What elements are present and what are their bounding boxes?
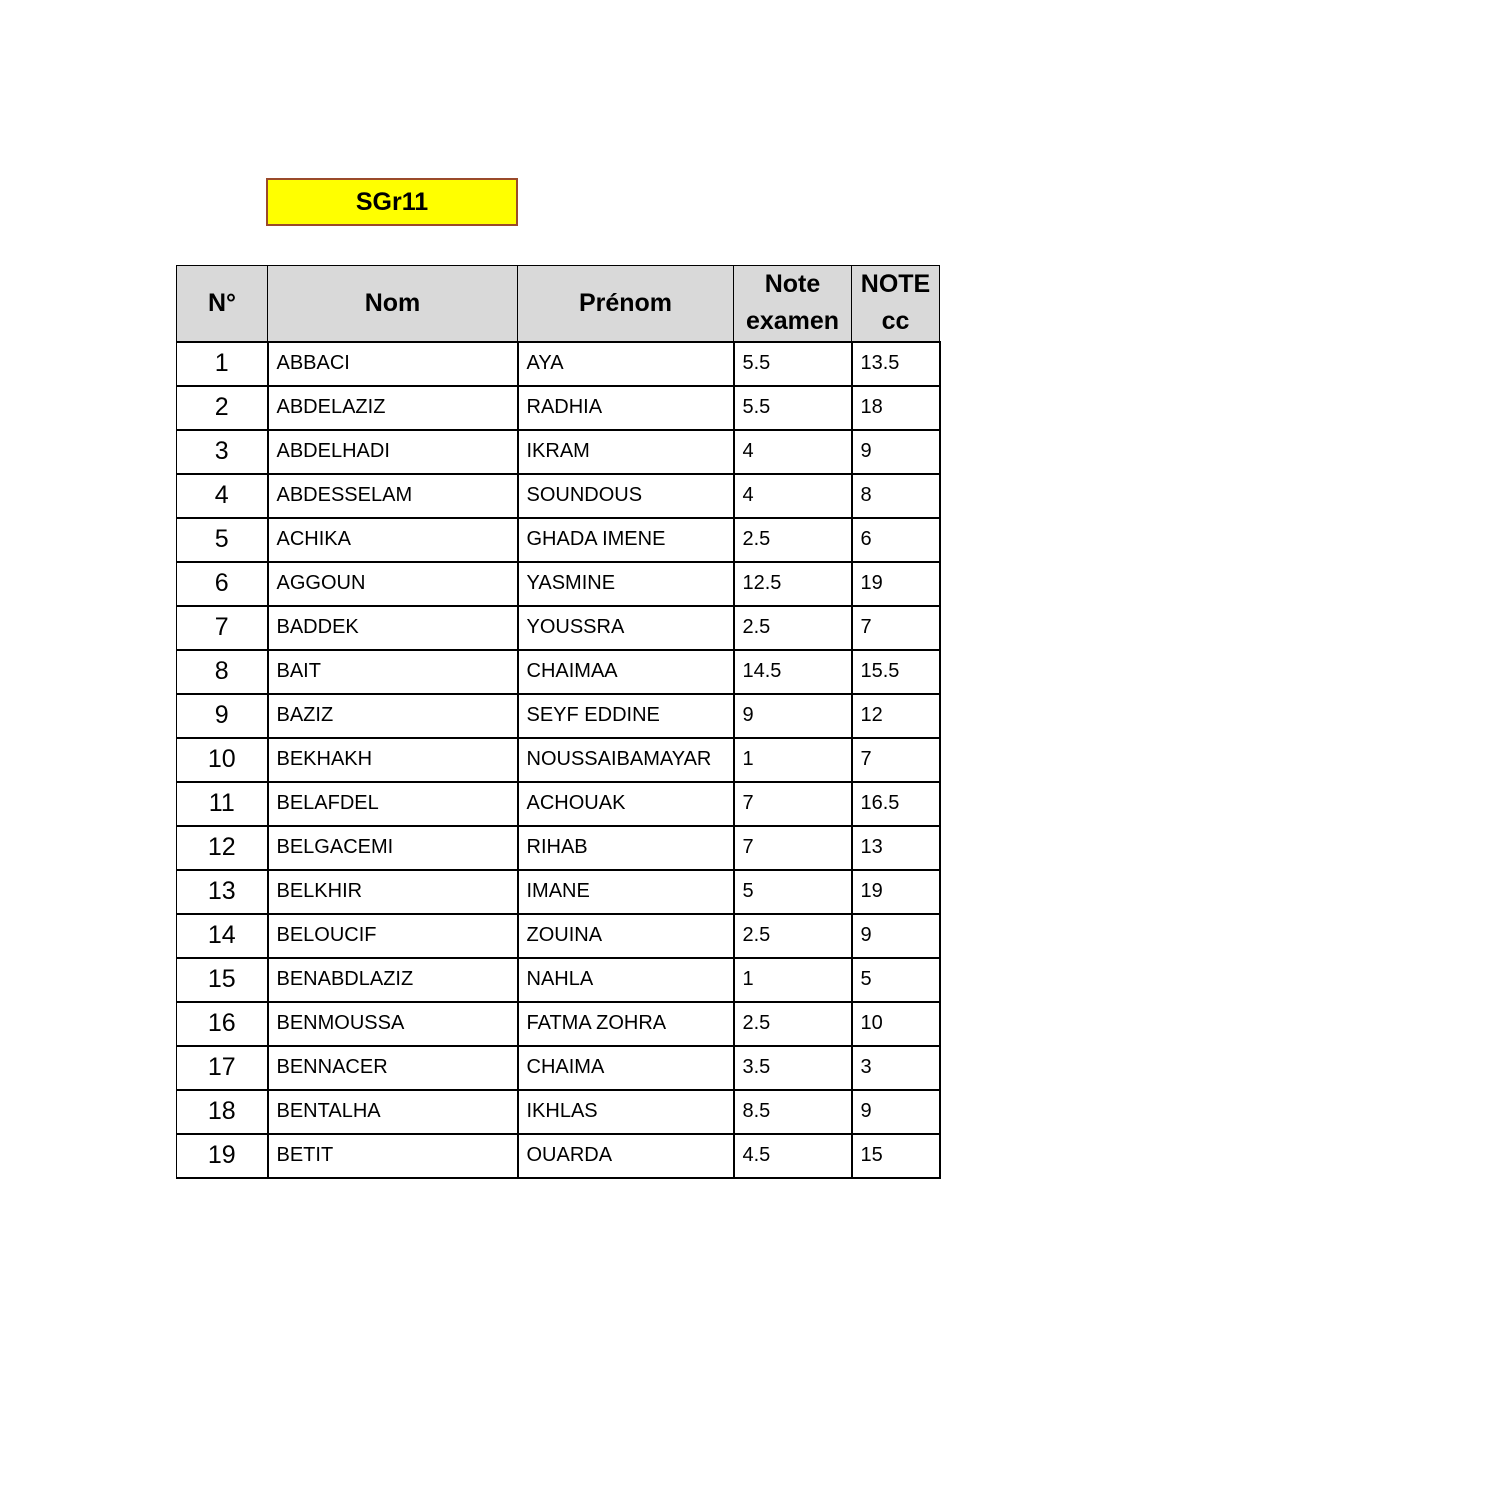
- row-note-examen: 1: [734, 738, 852, 782]
- row-note-examen: 5: [734, 870, 852, 914]
- table-row: [177, 782, 940, 826]
- row-prenom: RADHIA: [518, 386, 734, 430]
- row-nom: BELGACEMI: [268, 826, 518, 870]
- row-prenom: NAHLA: [518, 958, 734, 1002]
- row-prenom: FATMA ZOHRA: [518, 1002, 734, 1046]
- row-note-cc: 6: [852, 518, 940, 562]
- row-nom: AGGOUN: [268, 562, 518, 606]
- row-note-examen: 4: [734, 474, 852, 518]
- row-nom: ABDELHADI: [268, 430, 518, 474]
- row-note-examen: 5.5: [734, 386, 852, 430]
- row-prenom: ACHOUAK: [518, 782, 734, 826]
- table-row: [177, 1002, 940, 1046]
- table-row: [177, 606, 940, 650]
- row-note-cc: 16.5: [852, 782, 940, 826]
- row-note-cc: 15: [852, 1134, 940, 1178]
- row-note-examen: 2.5: [734, 1002, 852, 1046]
- row-prenom: IMANE: [518, 870, 734, 914]
- header-num: N°: [177, 266, 268, 342]
- row-note-examen: 2.5: [734, 518, 852, 562]
- row-number: 15: [177, 958, 268, 1002]
- row-number: 6: [177, 562, 268, 606]
- row-note-cc: 12: [852, 694, 940, 738]
- row-number: 2: [177, 386, 268, 430]
- row-note-cc: 7: [852, 606, 940, 650]
- row-number: 5: [177, 518, 268, 562]
- row-nom: BAIT: [268, 650, 518, 694]
- group-label-text: SGr11: [355, 187, 429, 216]
- row-note-examen: 7: [734, 826, 852, 870]
- row-prenom: CHAIMAA: [518, 650, 734, 694]
- row-note-cc: 3: [852, 1046, 940, 1090]
- row-note-examen: 4: [734, 430, 852, 474]
- table-row: [177, 562, 940, 606]
- table-row: [177, 650, 940, 694]
- table-row: [177, 1134, 940, 1178]
- row-prenom: OUARDA: [518, 1134, 734, 1178]
- row-number: 14: [177, 914, 268, 958]
- table-row: [177, 694, 940, 738]
- row-number: 4: [177, 474, 268, 518]
- table-row: [177, 870, 940, 914]
- row-prenom: ZOUINA: [518, 914, 734, 958]
- table-row: [177, 1090, 940, 1134]
- grades-table: [176, 265, 941, 1179]
- row-number: 16: [177, 1002, 268, 1046]
- header-note-examen: [734, 266, 852, 342]
- row-prenom: CHAIMA: [518, 1046, 734, 1090]
- row-note-examen: 4.5: [734, 1134, 852, 1178]
- row-note-cc: 9: [852, 1090, 940, 1134]
- row-note-cc: 15.5: [852, 650, 940, 694]
- table-row: [177, 826, 940, 870]
- table-row: [177, 430, 940, 474]
- table-row: [177, 474, 940, 518]
- table-row: [177, 342, 940, 386]
- header-row: [177, 266, 940, 342]
- row-note-cc: 5: [852, 958, 940, 1002]
- row-number: 19: [177, 1134, 268, 1178]
- row-number: 3: [177, 430, 268, 474]
- row-number: 8: [177, 650, 268, 694]
- row-note-cc: 9: [852, 430, 940, 474]
- row-number: 13: [177, 870, 268, 914]
- row-note-cc: 13: [852, 826, 940, 870]
- row-prenom: YASMINE: [518, 562, 734, 606]
- row-number: 7: [177, 606, 268, 650]
- row-note-examen: 7: [734, 782, 852, 826]
- row-number: 1: [177, 342, 268, 386]
- table-row: [177, 386, 940, 430]
- row-nom: BENABDLAZIZ: [268, 958, 518, 1002]
- row-note-cc: 19: [852, 870, 940, 914]
- table-row: [177, 1046, 940, 1090]
- row-note-examen: 2.5: [734, 914, 852, 958]
- row-prenom: RIHAB: [518, 826, 734, 870]
- row-prenom: SOUNDOUS: [518, 474, 734, 518]
- row-nom: BETIT: [268, 1134, 518, 1178]
- table-row: [177, 518, 940, 562]
- row-prenom: SEYF EDDINE: [518, 694, 734, 738]
- row-note-examen: 3.5: [734, 1046, 852, 1090]
- row-number: 10: [177, 738, 268, 782]
- row-note-cc: 10: [852, 1002, 940, 1046]
- row-nom: ABDELAZIZ: [268, 386, 518, 430]
- row-number: 18: [177, 1090, 268, 1134]
- row-number: 11: [177, 782, 268, 826]
- row-number: 12: [177, 826, 268, 870]
- table-row: [177, 958, 940, 1002]
- row-nom: BADDEK: [268, 606, 518, 650]
- row-note-cc: 19: [852, 562, 940, 606]
- row-note-cc: 7: [852, 738, 940, 782]
- row-nom: BEKHAKH: [268, 738, 518, 782]
- row-number: 17: [177, 1046, 268, 1090]
- row-nom: BENNACER: [268, 1046, 518, 1090]
- row-note-examen: 9: [734, 694, 852, 738]
- header-nom: Nom: [268, 266, 518, 342]
- header-note-examen-line2: examen: [745, 307, 840, 336]
- row-nom: BAZIZ: [268, 694, 518, 738]
- row-note-cc: 18: [852, 386, 940, 430]
- row-note-cc: 13.5: [852, 342, 940, 386]
- row-nom: ACHIKA: [268, 518, 518, 562]
- row-note-examen: 12.5: [734, 562, 852, 606]
- row-note-examen: 8.5: [734, 1090, 852, 1134]
- row-note-examen: 14.5: [734, 650, 852, 694]
- row-nom: BELOUCIF: [268, 914, 518, 958]
- row-note-examen: 5.5: [734, 342, 852, 386]
- row-prenom: AYA: [518, 342, 734, 386]
- row-nom: BELAFDEL: [268, 782, 518, 826]
- row-number: 9: [177, 694, 268, 738]
- row-prenom: YOUSSRA: [518, 606, 734, 650]
- header-note-cc-line1: NOTE: [860, 270, 931, 299]
- row-prenom: IKRAM: [518, 430, 734, 474]
- row-note-examen: 2.5: [734, 606, 852, 650]
- row-note-examen: 1: [734, 958, 852, 1002]
- row-prenom: GHADA IMENE: [518, 518, 734, 562]
- row-nom: BENMOUSSA: [268, 1002, 518, 1046]
- table-row: [177, 738, 940, 782]
- row-prenom: NOUSSAIBAMAYAR: [518, 738, 734, 782]
- row-nom: ABDESSELAM: [268, 474, 518, 518]
- row-prenom: IKHLAS: [518, 1090, 734, 1134]
- table-row: [177, 914, 940, 958]
- row-note-cc: 9: [852, 914, 940, 958]
- header-note-cc: [852, 266, 940, 342]
- row-nom: BELKHIR: [268, 870, 518, 914]
- row-nom: BENTALHA: [268, 1090, 518, 1134]
- group-label: [266, 178, 518, 226]
- header-note-cc-line2: cc: [881, 307, 910, 336]
- row-nom: ABBACI: [268, 342, 518, 386]
- row-note-cc: 8: [852, 474, 940, 518]
- header-prenom: Prénom: [518, 266, 734, 342]
- header-note-examen-line1: Note: [764, 270, 821, 299]
